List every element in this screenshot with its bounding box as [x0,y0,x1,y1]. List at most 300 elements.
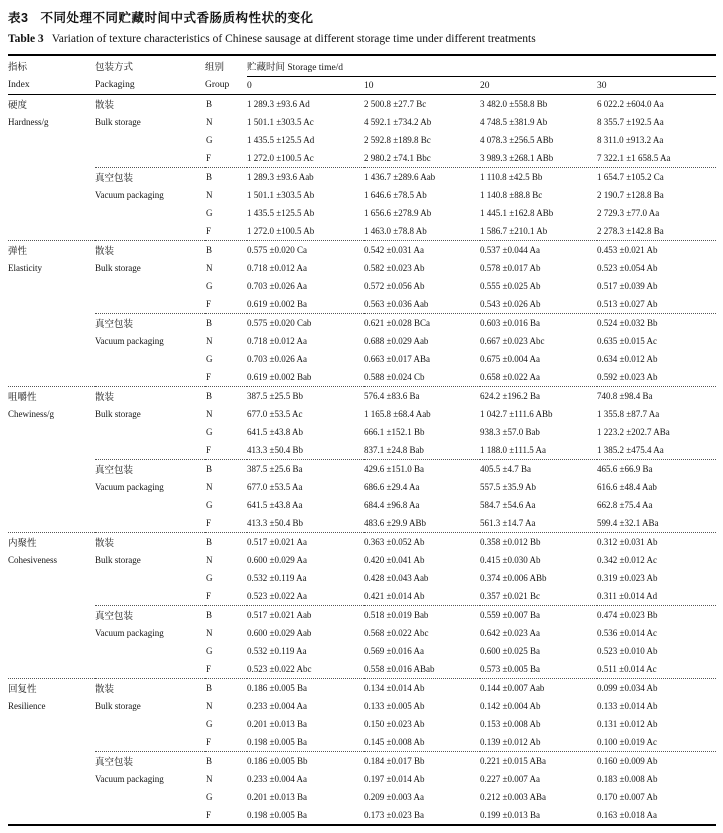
table-row [8,660,716,678]
value-cell: 2 729.3 ±77.0 Aa [597,208,660,219]
value-cell: 0.363 ±0.052 Ab [364,533,480,551]
header-packaging-zh: 包装方式 [95,55,205,77]
table-row [8,551,716,569]
value-cell: 0.133 ±0.005 Ab [364,700,425,711]
value-cell: 429.6 ±151.0 Ba [364,460,480,478]
packaging-cell: 真空包装 [95,168,205,186]
value-cell: 0.703 ±0.026 Aa [247,281,307,292]
table-row [8,587,716,605]
table-caption-en [8,33,723,45]
index-cell [8,332,95,350]
value-cell: 0.600 ±0.025 Ba [480,646,540,657]
table-row [8,259,716,277]
value-cell: 0.144 ±0.007 Aab [480,679,597,697]
group-cell: G [206,646,213,657]
packaging-cell: 真空包装 [95,460,205,478]
value-cell: 1 272.0 ±100.5 Ab [247,226,315,237]
value-cell: 3 482.0 ±558.8 Bb [480,98,548,109]
packaging-cell: 散装 [95,100,115,111]
value-cell: 0.568 ±0.022 Abc [364,627,429,638]
value-cell: 0.133 ±0.014 Ab [597,700,658,711]
packaging-cell [95,788,205,806]
index-cell [8,204,95,222]
value-cell: 0.558 ±0.016 ABab [364,664,435,675]
value-cell: 413.3 ±50.4 Bb [247,518,303,529]
value-cell: 0.221 ±0.015 ABa [480,752,597,770]
value-cell: 1 435.5 ±125.5 Ad [247,135,315,146]
table-row [8,715,716,733]
value-cell: 0.357 ±0.021 Bc [480,591,540,602]
table-row [8,697,716,715]
packaging-cell [95,569,205,587]
group-cell: B [206,98,213,109]
value-cell: 0.600 ±0.029 Aab [247,627,312,638]
packaging-cell: Vacuum packaging [95,189,164,200]
value-cell: 0.619 ±0.002 Bab [247,372,312,383]
packaging-cell: Bulk storage [95,554,141,565]
packaging-cell [95,295,205,313]
value-cell: 0.532 ±0.119 Aa [247,573,307,584]
packaging-cell [95,131,205,149]
index-cell [8,770,95,788]
packaging-cell: Bulk storage [95,700,141,711]
value-cell: 1 654.7 ±105.2 Ca [597,168,716,186]
value-cell: 0.575 ±0.020 Ca [247,241,364,259]
group-cell: N [206,335,213,346]
group-cell: F [206,372,212,383]
value-cell: 0.142 ±0.004 Ab [480,700,541,711]
header-time-20: 20 [480,77,597,95]
value-cell: 0.555 ±0.025 Ab [480,281,541,292]
value-cell: 8 355.7 ±192.5 Aa [597,116,664,127]
value-cell: 0.311 ±0.014 Ad [597,591,658,602]
table-row [8,606,716,624]
value-cell: 1 501.1 ±303.5 Ab [247,189,315,200]
index-cell [8,715,95,733]
packaging-cell: 散装 [95,241,205,259]
packaging-cell [95,441,205,459]
group-cell: N [206,481,213,492]
value-cell: 1 140.8 ±88.8 Bc [480,189,543,200]
packaging-cell: 真空包装 [95,314,205,332]
index-cell [8,478,95,496]
header-storage-en: Storage time/d [287,63,344,73]
packaging-cell [95,350,205,368]
group-cell: F [206,226,212,237]
group-cell: N [206,262,213,273]
value-cell: 1 042.7 ±111.6 ABb [480,408,553,419]
value-cell: 0.201 ±0.013 Ba [247,792,307,803]
index-cell [8,752,95,770]
index-cell [8,642,95,660]
index-cell: 咀嚼性 [8,387,95,405]
packaging-cell: Vacuum packaging [95,335,164,346]
value-cell: 0.592 ±0.023 Ab [597,372,658,383]
index-cell [8,606,95,624]
value-cell: 0.163 ±0.018 Aa [597,806,716,824]
value-cell: 405.5 ±4.7 Ba [480,460,597,478]
value-cell: 0.428 ±0.043 Aab [364,573,429,584]
table-label-en: Table 3 [8,33,44,45]
value-cell: 0.517 ±0.039 Ab [597,281,658,292]
value-cell: 1 436.7 ±289.6 Aab [364,168,480,186]
value-cell: 465.6 ±66.9 Ba [597,460,716,478]
group-cell: G [206,354,213,365]
value-cell: 686.6 ±29.4 Aa [364,481,420,492]
value-cell: 1 586.7 ±210.1 Ab [480,226,548,237]
texture-table [8,54,716,826]
index-cell [8,168,95,186]
table-row [8,241,716,259]
value-cell: 2 190.7 ±128.8 Ba [597,189,664,200]
value-cell: 662.8 ±75.4 Aa [597,500,653,511]
value-cell: 0.537 ±0.044 Aa [480,241,597,259]
group-cell: F [206,737,212,748]
value-cell: 557.5 ±35.9 Ab [480,481,536,492]
table-row [8,204,716,222]
group-cell: B [205,752,247,770]
group-cell: B [205,460,247,478]
value-cell: 0.718 ±0.012 Aa [247,262,307,273]
group-cell: N [206,773,213,784]
index-cell: Chewiness/g [8,408,54,419]
packaging-cell: Bulk storage [95,116,141,127]
table-row [8,113,716,131]
table-row [8,314,716,332]
packaging-cell: 真空包装 [95,606,205,624]
value-cell: 0.198 ±0.005 Ba [247,806,364,824]
value-cell: 1 435.5 ±125.5 Ab [247,208,315,219]
header-storage-zh: 贮藏时间 [247,63,286,73]
table-row [8,423,716,441]
value-cell: 0.198 ±0.005 Ba [247,737,307,748]
table-header [8,55,716,95]
table-row [8,95,716,113]
group-cell: N [206,189,213,200]
value-cell: 0.572 ±0.056 Ab [364,281,425,292]
value-cell: 0.131 ±0.012 Ab [597,719,658,730]
group-cell: N [206,116,213,127]
value-cell: 1 272.0 ±100.5 Ac [247,153,314,164]
value-cell: 641.5 ±43.8 Ab [247,427,303,438]
value-cell: 0.139 ±0.012 Ab [480,737,541,748]
group-cell: F [206,518,212,529]
header-row-en [8,77,716,95]
table-body [8,95,716,825]
value-cell: 0.184 ±0.017 Bb [364,752,480,770]
value-cell: 0.532 ±0.119 Aa [247,646,307,657]
table-caption-zh [8,8,723,26]
value-cell: 0.667 ±0.023 Abc [480,335,545,346]
table-row [8,496,716,514]
value-cell: 1 355.8 ±87.7 Aa [597,408,660,419]
value-cell: 0.199 ±0.013 Ba [480,806,597,824]
group-cell: B [205,314,247,332]
table-row [8,332,716,350]
value-cell: 4 078.3 ±256.5 ABb [480,135,554,146]
value-cell: 0.573 ±0.005 Ba [480,664,540,675]
value-cell: 0.212 ±0.003 ABa [480,792,546,803]
table-row [8,295,716,313]
value-cell: 0.578 ±0.017 Ab [480,262,541,273]
index-cell [8,277,95,295]
value-cell: 2 500.8 ±27.7 Bc [364,98,427,109]
index-cell [8,788,95,806]
group-cell: G [206,427,213,438]
index-cell: 回复性 [8,679,95,697]
index-cell [8,368,95,386]
packaging-cell: 散装 [95,533,205,551]
group-cell: G [206,719,213,730]
table-row [8,514,716,532]
group-cell: G [206,208,213,219]
value-cell: 8 311.0 ±913.2 Aa [597,135,664,146]
table-row [8,624,716,642]
value-cell: 0.145 ±0.008 Ab [364,737,425,748]
packaging-cell [95,149,205,167]
header-storage-time [247,55,716,77]
value-cell: 584.7 ±54.6 Aa [480,500,536,511]
packaging-cell [95,368,205,386]
value-cell: 0.153 ±0.008 Ab [480,719,541,730]
header-group-zh: 组别 [205,55,247,77]
packaging-cell [95,660,205,678]
packaging-cell: Vacuum packaging [95,627,164,638]
group-cell: N [206,700,213,711]
value-cell: 641.5 ±43.8 Aa [247,500,303,511]
value-cell: 0.523 ±0.022 Abc [247,664,312,675]
packaging-cell [95,423,205,441]
index-cell [8,514,95,532]
group-cell: G [206,573,213,584]
packaging-cell [95,277,205,295]
packaging-cell: 散装 [95,679,205,697]
value-cell: 0.227 ±0.007 Aa [480,773,540,784]
packaging-cell [95,222,205,240]
index-cell: Resilience [8,700,46,711]
value-cell: 0.569 ±0.016 Aa [364,646,424,657]
packaging-cell: Bulk storage [95,262,141,273]
value-cell: 0.635 ±0.015 Ac [597,335,657,346]
value-cell: 1 501.1 ±303.5 Ac [247,116,314,127]
group-cell: G [206,281,213,292]
index-cell: Cohesiveness [8,554,57,565]
header-packaging-en: Packaging [95,77,205,95]
table-title-en: Variation of texture characteristics of Chinese sausage at different storage time under different treatments [51,33,536,45]
value-cell: 0.342 ±0.012 Ac [597,554,657,565]
packaging-cell [95,496,205,514]
value-cell: 0.150 ±0.023 Ab [364,719,425,730]
value-cell: 0.420 ±0.041 Ab [364,554,425,565]
index-cell [8,806,95,824]
packaging-cell [95,642,205,660]
value-cell: 0.233 ±0.004 Aa [247,773,307,784]
packaging-cell: Bulk storage [95,408,141,419]
value-cell: 0.703 ±0.026 Aa [247,354,307,365]
value-cell: 0.658 ±0.022 Aa [480,372,540,383]
value-cell: 1 188.0 ±111.5 Aa [480,445,547,456]
table-row [8,533,716,551]
value-cell: 0.233 ±0.004 Aa [247,700,307,711]
table-row [8,131,716,149]
table-row [8,806,716,824]
index-cell [8,624,95,642]
table-row [8,186,716,204]
value-cell: 0.642 ±0.023 Aa [480,627,540,638]
index-cell [8,569,95,587]
value-cell: 0.619 ±0.002 Ba [247,299,307,310]
value-cell: 1 646.6 ±78.5 Ab [364,189,427,200]
value-cell: 624.2 ±196.2 Ba [480,387,597,405]
value-cell: 1 110.8 ±42.5 Bb [480,168,597,186]
index-cell [8,733,95,751]
packaging-cell: 真空包装 [95,752,205,770]
value-cell: 0.675 ±0.004 Aa [480,354,540,365]
table-row [8,642,716,660]
packaging-cell [95,733,205,751]
value-cell: 0.517 ±0.021 Aab [247,606,364,624]
group-cell: B [205,241,247,259]
value-cell: 1 165.8 ±68.4 Aab [364,408,431,419]
value-cell: 0.170 ±0.007 Ab [597,792,658,803]
value-cell: 4 748.5 ±381.9 Ab [480,116,548,127]
packaging-cell [95,715,205,733]
value-cell: 0.374 ±0.006 ABb [480,573,547,584]
value-cell: 0.582 ±0.023 Ab [364,262,425,273]
packaging-cell: Vacuum packaging [95,773,164,784]
value-cell: 3 989.3 ±268.1 ABb [480,153,554,164]
value-cell: 740.8 ±98.4 Ba [597,387,716,405]
group-cell: G [206,500,213,511]
group-cell: G [206,792,213,803]
value-cell: 677.0 ±53.5 Ac [247,408,303,419]
value-cell: 1 463.0 ±78.8 Ab [364,226,427,237]
group-cell: N [206,554,213,565]
value-cell: 1 223.2 ±202.7 ABa [597,427,670,438]
value-cell: 0.524 ±0.032 Bb [597,314,716,332]
index-cell [8,350,95,368]
value-cell: 0.634 ±0.012 Ab [597,354,658,365]
value-cell: 0.621 ±0.028 BCa [364,314,480,332]
value-cell: 387.5 ±25.6 Ba [247,460,364,478]
value-cell: 0.183 ±0.008 Ab [597,773,658,784]
value-cell: 0.517 ±0.021 Aa [247,533,364,551]
value-cell: 684.4 ±96.8 Aa [364,500,420,511]
table-row [8,441,716,459]
value-cell: 0.523 ±0.010 Ab [597,646,658,657]
value-cell: 7 322.1 ±1 658.5 Aa [597,153,671,164]
group-cell: F [206,591,212,602]
table-row [8,460,716,478]
value-cell: 0.523 ±0.054 Ab [597,262,658,273]
table-row [8,368,716,386]
index-cell [8,423,95,441]
value-cell: 0.474 ±0.023 Bb [597,606,716,624]
index-cell [8,131,95,149]
index-cell [8,496,95,514]
index-cell: 弹性 [8,241,95,259]
table-row [8,387,716,405]
header-time-0: 0 [247,77,364,95]
value-cell: 0.134 ±0.014 Ab [364,679,480,697]
value-cell: 0.197 ±0.014 Ab [364,773,425,784]
index-cell: Elasticity [8,262,42,273]
table-row [8,788,716,806]
group-cell: F [206,299,212,310]
value-cell: 0.600 ±0.029 Aa [247,554,307,565]
table-row [8,679,716,697]
group-cell: F [206,153,212,164]
value-cell: 0.319 ±0.023 Ab [597,573,658,584]
value-cell: 413.3 ±50.4 Bb [247,445,303,456]
table-label-zh: 表3 [8,11,29,25]
index-cell [8,460,95,478]
value-cell: 0.312 ±0.031 Ab [597,533,716,551]
value-cell: 561.3 ±14.7 Aa [480,518,536,529]
group-cell: G [206,135,213,146]
group-cell: B [205,679,247,697]
value-cell: 0.518 ±0.019 Bab [364,606,480,624]
value-cell: 0.523 ±0.022 Aa [247,591,307,602]
table-row [8,168,716,186]
value-cell: 483.6 ±29.9 ABb [364,518,426,529]
value-cell: 0.358 ±0.012 Bb [480,533,597,551]
value-cell: 0.718 ±0.012 Aa [247,335,307,346]
index-cell [8,314,95,332]
header-time-10: 10 [364,77,480,95]
value-cell: 0.453 ±0.021 Ab [597,241,716,259]
header-group-en: Group [205,77,247,95]
group-cell: F [206,664,212,675]
value-cell: 837.1 ±24.8 Bab [364,445,424,456]
value-cell: 1 289.3 ±93.6 Ad [247,98,310,109]
group-cell: B [205,606,247,624]
group-cell: N [206,408,213,419]
group-cell: N [206,627,213,638]
header-index-zh: 指标 [8,55,95,77]
value-cell: 0.186 ±0.005 Bb [247,752,364,770]
value-cell: 0.559 ±0.007 Ba [480,606,597,624]
group-cell: B [205,387,247,405]
table-row [8,149,716,167]
index-cell [8,441,95,459]
value-cell: 0.099 ±0.034 Ab [597,679,716,697]
table-row [8,569,716,587]
value-cell: 0.663 ±0.017 ABa [364,354,430,365]
index-cell [8,222,95,240]
table-row [8,770,716,788]
value-cell: 0.513 ±0.027 Ab [597,299,658,310]
index-cell [8,587,95,605]
value-cell: 0.173 ±0.023 Ba [364,806,480,824]
group-cell: F [206,445,212,456]
value-cell: 1 656.6 ±278.9 Ab [364,208,432,219]
packaging-cell: Vacuum packaging [95,481,164,492]
header-row-zh [8,55,716,77]
table-title-zh: 不同处理不同贮藏时间中式香肠质构性状的变化 [40,11,314,25]
value-cell: 1 385.2 ±475.4 Aa [597,445,664,456]
packaging-cell [95,204,205,222]
value-cell: 0.688 ±0.029 Aab [364,335,429,346]
header-index-en: Index [8,77,95,95]
value-cell: 2 980.2 ±74.1 Bbc [364,153,431,164]
value-cell: 0.563 ±0.036 Aab [364,299,429,310]
value-cell: 0.201 ±0.013 Ba [247,719,307,730]
group-cell: F [205,806,247,824]
value-cell: 0.603 ±0.016 Ba [480,314,597,332]
group-cell: B [205,168,247,186]
value-cell: 2 278.3 ±142.8 Ba [597,226,664,237]
